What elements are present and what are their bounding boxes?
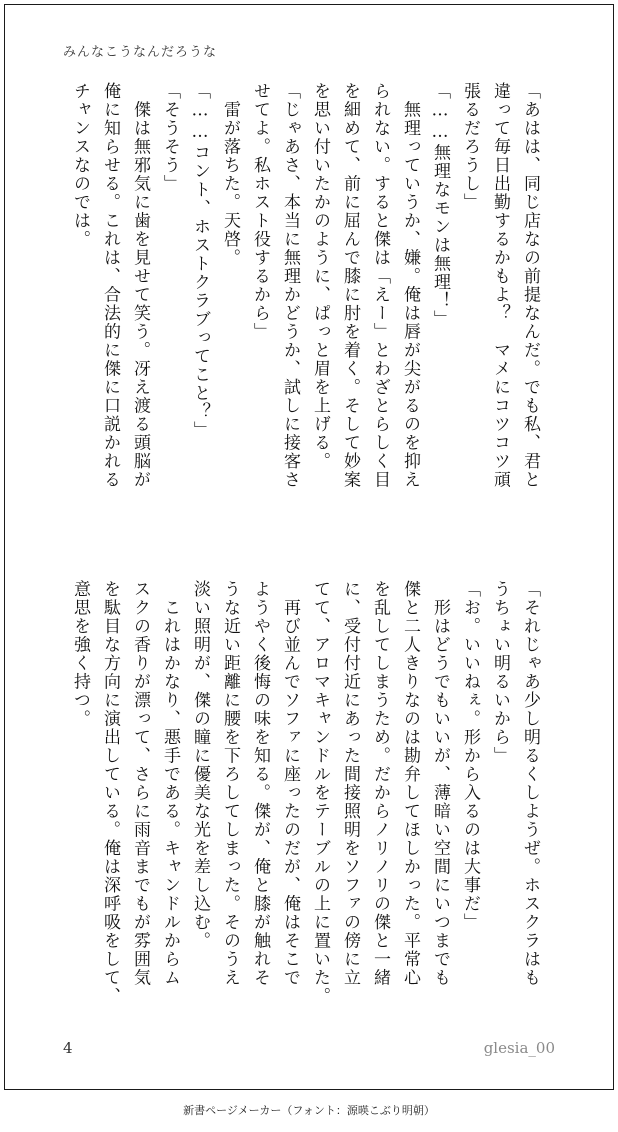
text-column: 淡い照明が、傑の瞳に優美な光を差し込む。 — [190, 580, 210, 950]
text-column: 傑は無邪気に歯を見せて笑う。冴え渡る頭脳が — [130, 82, 150, 489]
text-column: 無理っていうか、嫌。俺は唇が尖がるのを抑え — [400, 82, 420, 489]
text-column: を細めて、前に屈んで膝に肘を着く。そして妙案 — [340, 82, 360, 489]
text-column: 「そうそう」 — [160, 82, 180, 193]
text-column: うちょい明るいから」 — [490, 580, 510, 765]
text-column: 「じゃあさ、本当に無理かどうか、試しに接客さ — [280, 82, 300, 489]
text-column: 傑と二人きりなのは勘弁してほしかった。平常心 — [400, 580, 420, 987]
text-column: 意思を強く持つ。 — [70, 580, 90, 728]
text-column: 「……無理なモンは無理！」 — [430, 82, 450, 329]
text-column: を乱してしまうため。だからノリノリの傑と一緒 — [370, 580, 390, 987]
footer-credit: 新書ページメーカー（フォント：源暎こぶり明朝） — [183, 1104, 435, 1117]
text-column: 「……コント、ホストクラブってこと？」 — [190, 82, 210, 440]
text-column: 「お。いいねぇ。形から入るのは大事だ」 — [460, 580, 480, 932]
text-column: 形はどうでもいいが、薄暗い空間にいつまでも — [430, 580, 450, 987]
text-column: 雷が落ちた。天啓。 — [220, 82, 240, 267]
text-column: てて、アロマキャンドルをテーブルの上に置いた。 — [310, 580, 330, 1006]
text-column: 違って毎日出勤するかもよ？ マメにコツコツ頑 — [490, 82, 510, 489]
text-column: を思い付いたかのように、ぱっと眉を上げる。 — [310, 82, 330, 471]
upper-text-block — [63, 82, 543, 536]
text-column: 張るだろうし」 — [460, 82, 480, 212]
page-number: 4 — [63, 1039, 73, 1057]
text-column: うな近い距離に腰を下ろしてしまった。そのうえ — [220, 580, 240, 987]
author-id: glesia_00 — [483, 1039, 555, 1057]
text-column: 「あはは、同じ店なの前提なんだ。でも私、君と — [520, 82, 540, 489]
text-column: に、受付付近にあった間接照明をソファの傍に立 — [340, 580, 360, 987]
text-column: 俺に知らせる。これは、合法的に傑に口説かれる — [100, 82, 120, 489]
text-column: 再び並んでソファに座ったのだが、俺はそこで — [280, 580, 300, 987]
running-title: みんなこうなんだろうな — [63, 45, 218, 60]
page-frame — [4, 4, 614, 1090]
text-column: を駄目な方向に演出している。俺は深呼吸をして、 — [100, 580, 120, 1006]
text-column: 「それじゃあ少し明るくしようぜ。ホスクラはも — [520, 580, 540, 987]
text-column: チャンスなのでは。 — [70, 82, 90, 249]
text-column: られない。すると傑は「えー」とわざとらしく目 — [370, 82, 390, 489]
lower-text-block — [63, 580, 543, 1034]
text-column: ようやく後悔の味を知る。傑が、俺と膝が触れそ — [250, 580, 270, 987]
text-column: せてよ。私ホスト役するから」 — [250, 82, 270, 341]
text-column: スクの香りが漂って、さらに雨音までもが雰囲気 — [130, 580, 150, 987]
text-column: これはかなり、悪手である。キャンドルからム — [160, 580, 180, 987]
